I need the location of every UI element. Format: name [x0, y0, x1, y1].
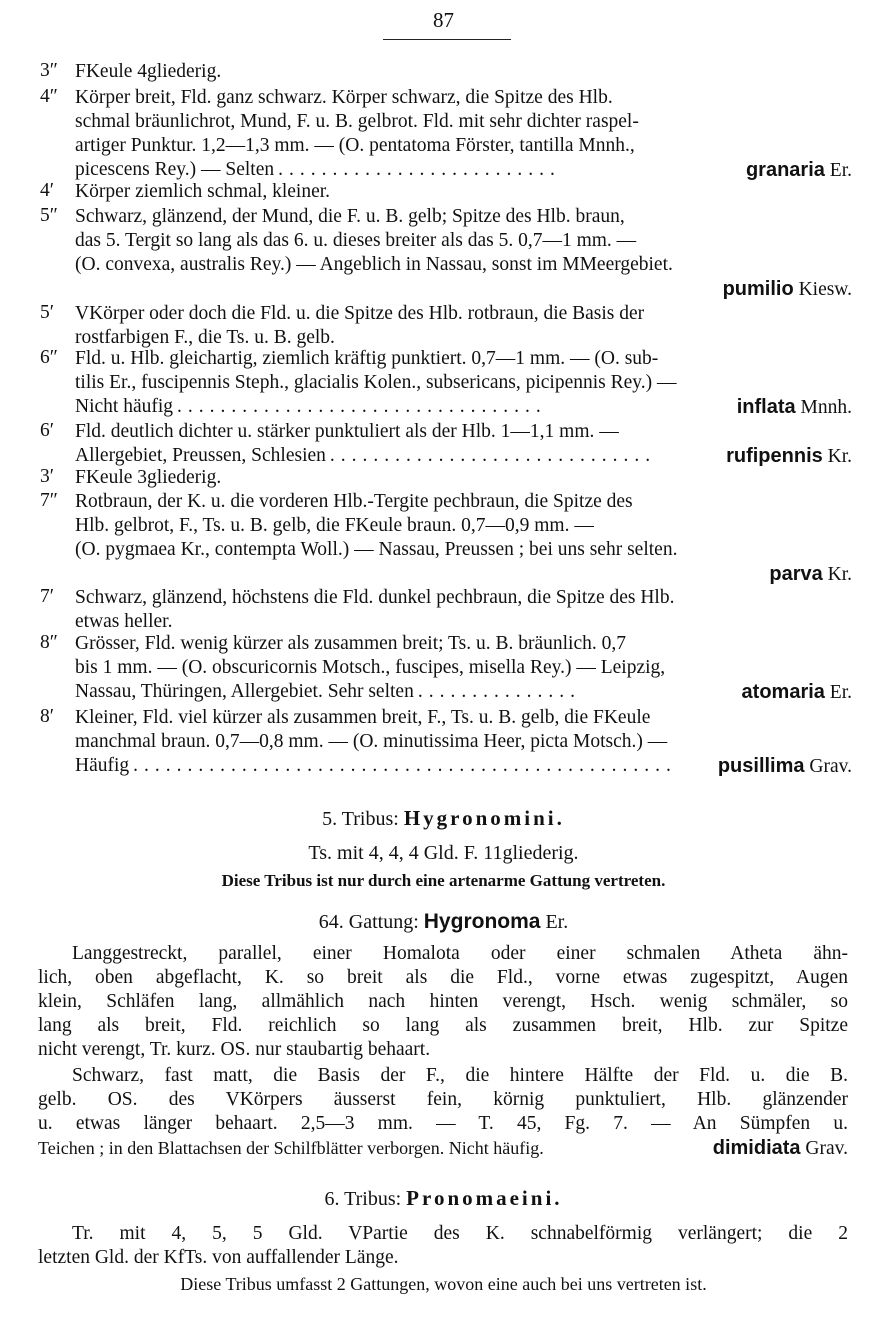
key-number: 3″ [40, 60, 58, 81]
species-author: Grav. [809, 756, 852, 777]
key-text: VKörper oder doch die Fld. u. die Spitze des Hlb. rotbraun, die Basis der [75, 303, 645, 324]
desc-line: lich, oben abgeflacht, K. so breit als die Fld., vorne etwas zugespitzt, Augen [38, 967, 848, 988]
gattung-name: Hygronoma [423, 910, 541, 933]
key-entry-8b [40, 706, 852, 778]
key-number: 6′ [40, 420, 55, 441]
key-number: 7′ [40, 586, 55, 607]
key-number: 3′ [40, 466, 55, 487]
key-number: 8′ [40, 706, 55, 727]
species-line [38, 1136, 848, 1160]
key-text: (O. convexa, australis Rey.) — Angeblich in Nassau, sonst im MMeergebiet. [75, 254, 673, 275]
key-text: Hlb. gelbrot, F., Ts. u. B. gelb, die FKeule braun. 0,7—0,9 mm. — [75, 515, 594, 536]
desc-line: u. etwas länger behaart. 2,5—3 mm. — T. 45, Fg. 7. — An Sümpfen u. [38, 1113, 848, 1134]
species-name: pumilio [722, 278, 794, 300]
desc-line: letzten Gld. der KfTs. von auffallender Länge. [38, 1247, 399, 1268]
species-author: Er. [829, 160, 852, 181]
tribus-5-note [0, 870, 887, 892]
species-line [75, 680, 852, 704]
tribus-name: Hygronomini. [403, 806, 565, 830]
leader-dots: .......................... [278, 159, 561, 180]
key-text: Nicht häufig [75, 396, 174, 417]
species-line [75, 277, 852, 301]
species-name: dimidiata [712, 1137, 801, 1159]
key-text: etwas heller. [75, 611, 173, 632]
key-text: Fld. u. Hlb. gleichartig, ziemlich kräftig punktiert. 0,7—1 mm. — (O. sub- [75, 348, 659, 369]
key-text: (O. pygmaea Kr., contempta Woll.) — Nassau, Preussen ; bei uns sehr selten. [75, 539, 678, 560]
species-line [75, 754, 852, 778]
key-text: Grösser, Fld. wenig kürzer als zusammen breit; Ts. u. B. bräunlich. 0,7 [75, 633, 626, 654]
page-number: 87 [433, 8, 454, 32]
desc-line: nicht verengt, Tr. kurz. OS. nur staubartig behaart. [38, 1039, 431, 1060]
key-text: das 5. Tergit so lang als das 6. u. dieses breiter als das 5. 0,7—1 mm. — [75, 230, 637, 251]
key-text: Körper ziemlich schmal, kleiner. [75, 181, 331, 202]
header-rule [383, 39, 511, 40]
tribus-label: 5. Tribus: [322, 808, 399, 830]
key-number: 4′ [40, 180, 55, 201]
tribus-note-text: Diese Tribus ist nur durch eine artenarme Gattung vertreten. [221, 871, 666, 890]
key-entry-6a [40, 347, 852, 419]
leader-dots: ............... [417, 681, 581, 702]
species-author: Er. [829, 682, 852, 703]
key-number: 6″ [40, 347, 58, 368]
species-name: pusillima [717, 755, 805, 777]
desc-line: Langgestreckt, parallel, einer Homalota oder einer schmalen Atheta ähn- [72, 943, 848, 964]
key-text: picescens Rey.) — Selten [75, 159, 275, 180]
tribus-name: Pronomaeini. [406, 1186, 563, 1210]
key-text: manchmal braun. 0,7—0,8 mm. — (O. minutissima Heer, picta Motsch.) — [75, 731, 668, 752]
desc-text: Teichen ; in den Blattachsen der Schilfblätter verborgen. Nicht häufig. [38, 1138, 544, 1158]
key-text: FKeule 4gliederig. [75, 61, 222, 82]
key-text: Allergebiet, Preussen, Schlesien [75, 445, 326, 466]
key-text: Kleiner, Fld. viel kürzer als zusammen breit, F., Ts. u. B. gelb, die FKeule [75, 707, 651, 728]
species-name: rufipennis [726, 445, 823, 467]
species-author: Kiesw. [798, 279, 852, 300]
key-entry-8a [40, 632, 852, 704]
key-entry-5b [40, 302, 852, 350]
species-name: parva [769, 563, 823, 585]
key-text: artiger Punktur. 1,2—1,3 mm. — (O. pentatoma Förster, tantilla Mnnh., [75, 135, 635, 156]
tribus-6-heading [0, 1186, 887, 1211]
gattung-64-heading [0, 910, 887, 934]
desc-line: gelb. OS. des VKörpers äusserst fein, körnig punktuliert, Hlb. glänzender [38, 1089, 848, 1110]
key-text: Nassau, Thüringen, Allergebiet. Sehr selten [75, 681, 414, 702]
desc-line: Tr. mit 4, 5, 5 Gld. VPartie des K. schnabelförmig verlängert; die 2 [72, 1223, 848, 1244]
desc-line: klein, Schläfen lang, allmählich nach hinten verengt, Hsch. wenig schmäler, so [38, 991, 848, 1012]
key-entry-3b [40, 466, 852, 490]
tribus-5-line1: Ts. mit 4, 4, 4 Gld. F. 11gliederig. [308, 842, 579, 864]
key-number: 4″ [40, 86, 58, 107]
gattung-64-description [38, 942, 848, 1062]
species-name: granaria [745, 159, 825, 181]
species-author: Kr. [827, 446, 852, 467]
key-entry-4a [40, 86, 852, 182]
key-text: bis 1 mm. — (O. obscuricornis Motsch., fuscipes, misella Rey.) — Leipzig, [75, 657, 666, 678]
leader-dots: .................................. [177, 396, 547, 417]
key-text: FKeule 3gliederig. [75, 467, 222, 488]
species-line [75, 562, 852, 586]
key-text: Körper breit, Fld. ganz schwarz. Körper schwarz, die Spitze des Hlb. [75, 87, 613, 108]
key-entry-7a [40, 490, 852, 586]
key-number: 7″ [40, 490, 58, 511]
leader-dots: .............................. [329, 445, 657, 466]
dimidiata-description [38, 1064, 848, 1160]
species-name: inflata [736, 396, 796, 418]
species-line [75, 158, 852, 182]
species-author: Grav. [805, 1138, 848, 1159]
key-text: Schwarz, glänzend, höchstens die Fld. dunkel pechbraun, die Spitze des Hlb. [75, 587, 675, 608]
key-text: Schwarz, glänzend, der Mund, die F. u. B. gelb; Spitze des Hlb. braun, [75, 206, 625, 227]
desc-line: Schwarz, fast matt, die Basis der F., die hintere Hälfte der Fld. u. die B. [72, 1065, 848, 1086]
key-entry-5a [40, 205, 852, 301]
key-text: tilis Er., fuscipennis Steph., glacialis Kolen., subsericans, picipennis Rey.) — [75, 372, 677, 393]
gattung-author: Er. [545, 911, 569, 933]
key-text: Rotbraun, der K. u. die vorderen Hlb.-Tergite pechbraun, die Spitze des [75, 491, 633, 512]
species-line [75, 444, 852, 468]
key-text: schmal bräunlichrot, Mund, F. u. B. gelbrot. Fld. mit sehr dichter raspel- [75, 111, 639, 132]
key-number: 8″ [40, 632, 58, 653]
desc-line: lang als breit, Fld. reichlich so lang als zusammen breit, Hlb. zur Spitze [38, 1015, 848, 1036]
key-text: Fld. deutlich dichter u. stärker punktuliert als der Hlb. 1—1,1 mm. — [75, 421, 619, 442]
key-entry-3a [40, 60, 852, 84]
species-author: Kr. [827, 564, 852, 585]
key-entry-6b [40, 420, 852, 468]
species-author: Mnnh. [800, 397, 852, 418]
key-text: rostfarbigen F., die Ts. u. B. gelb. [75, 327, 335, 348]
key-entry-7b [40, 586, 852, 634]
key-number: 5″ [40, 205, 58, 226]
key-text: Häufig [75, 755, 130, 776]
leader-dots: .................................................. [133, 755, 677, 776]
tribus-6-note: Diese Tribus umfasst 2 Gattungen, wovon eine auch bei uns vertreten ist. [180, 1274, 707, 1294]
species-line [75, 395, 852, 419]
tribus-6-description [38, 1222, 848, 1270]
key-entry-4b [40, 180, 852, 204]
tribus-5-heading [0, 806, 887, 831]
tribus-label: 6. Tribus: [324, 1188, 402, 1210]
species-name: atomaria [741, 681, 825, 703]
gattung-label: 64. Gattung: [318, 911, 419, 933]
key-number: 5′ [40, 302, 55, 323]
